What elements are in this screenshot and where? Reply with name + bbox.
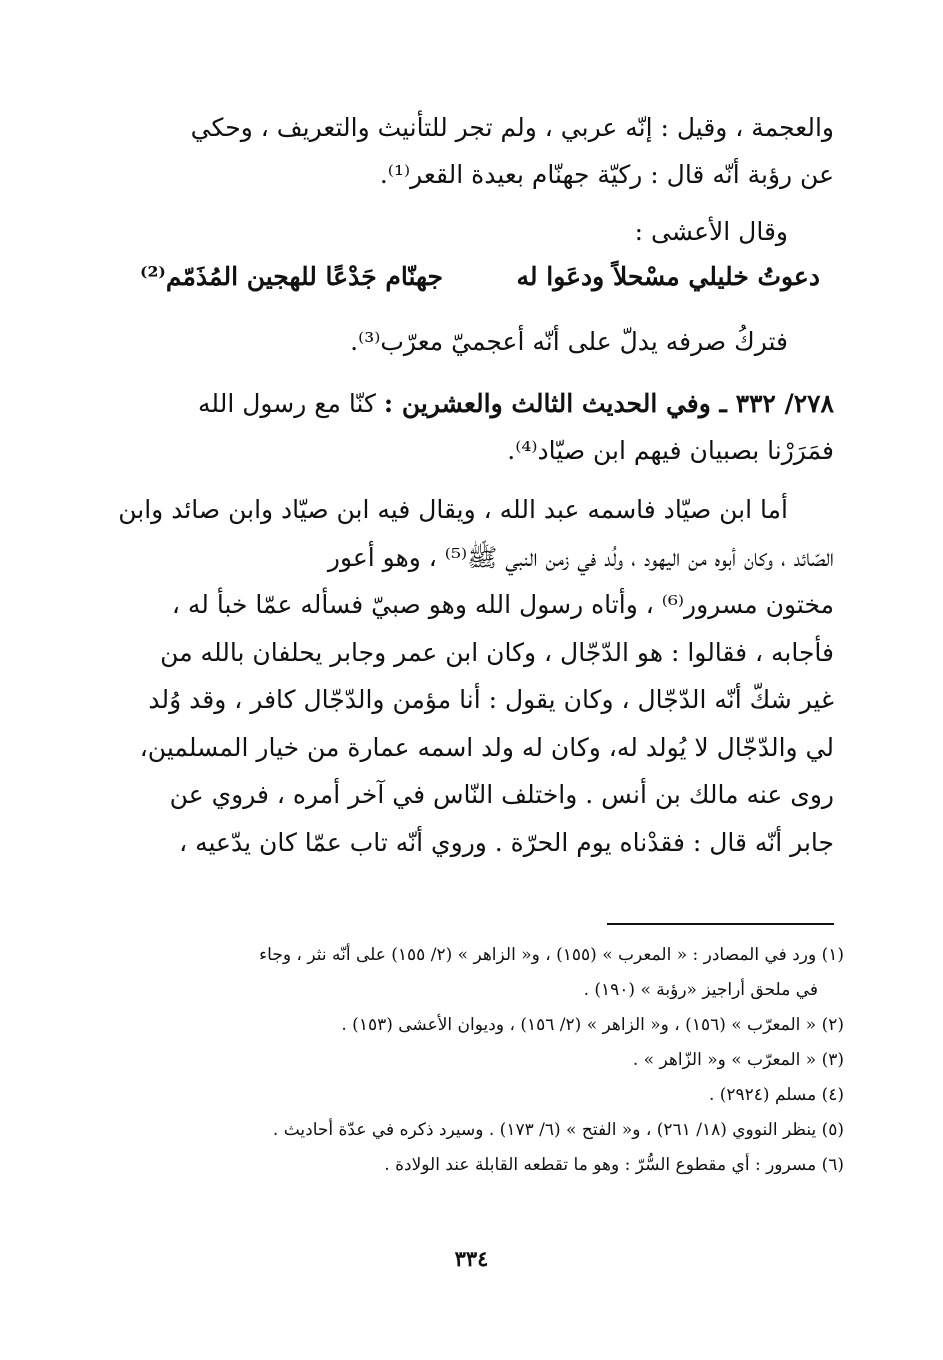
hadith-entry [110, 380, 834, 474]
text-line: فأجابه ، فقالوا : هو الدّجّال ، وكان ابن عمر وجابر يحلفان بالله من [160, 637, 834, 667]
text-line: الصّائد ، وكان أبوه من اليهود ، ولُد في زمن النبي ﷺ⁽⁵⁾ ، وهو أعور [327, 542, 834, 572]
text-line: غير شكّ أنّه الدّجّال ، وكان يقول : أنا مؤمن والدّجّال كافر ، وقد وُلد [148, 685, 834, 714]
verse-intro [110, 208, 834, 255]
footnotes [110, 938, 844, 1183]
footnote: (٤) مسلم (٢٩٢٤) . [708, 1085, 844, 1105]
intro-paragraph [110, 104, 834, 198]
footnote: (١) ورد في المصادر : « المعرب » (١٥٥) ، و« الزاهر » (٢/ ١٥٥) على أنّه نثر ، وجاء [259, 945, 844, 965]
text-line: لي والدّجّال لا يُولد له، وكان له ولد اسمه عمارة من خيار المسلمين، [139, 732, 834, 762]
text-line: والعجمة ، وقيل : إنّه عربي ، ولم تجر للتأنيث والتعريف ، وحكي [190, 113, 834, 142]
hadith-number-heading: ٢٧٨/ ٣٣٢ ـ وفي الحديث الثالث والعشرين : [383, 389, 834, 418]
footnote: (٣) « المعرّب » و« الزّاهر » . [632, 1050, 844, 1070]
verse-hemistich-1: دعوتُ خليلي مسْحلاً ودعَوا له [516, 262, 820, 291]
footnote-separator [607, 923, 834, 925]
text-line: روى عنه مالك بن أنس . واختلف النّاس في آخر أمره ، فروي عن [169, 780, 834, 809]
text-line: أما ابن صيّاد فاسمه عبد الله ، ويقال فيه ابن صيّاد وابن صائد وابن [118, 495, 788, 524]
text-line: مختون مسرور⁽⁶⁾ ، وأتاه رسول الله وهو صبيّ فسأله عمّا خبأ له ، [171, 590, 834, 619]
verse-comment-text: فتركُ صرفه يدلّ على أنّه أعجميّ معرّب⁽³⁾. [350, 327, 788, 356]
verse-comment [110, 318, 834, 365]
commentary-paragraph [110, 486, 834, 866]
text-line: جابر أنّه قال : فقدْناه يوم الحرّة . وروي أنّه تاب عمّا كان يدّعيه ، [179, 827, 834, 857]
footnote-continuation: في ملحق أراجيز «رؤبة » (١٩٠) . [583, 980, 818, 1000]
hadith-line-2: فمَرَرْنا بصبيان فيهم ابن صيّاد⁽⁴⁾. [507, 436, 834, 465]
footnote: (٥) ينظر النووي (١٨/ ٢٦١) ، و« الفتح » (٦/ ١٧٣) . وسيرد ذكره في عدّة أحاديث . [272, 1120, 844, 1140]
hadith-line-1 [110, 380, 834, 427]
footnote: (٢) « المعرّب » (١٥٦) ، و« الزاهر » (٢/ ١٥٦) ، وديوان الأعشى (١٥٣) . [341, 1015, 844, 1035]
verse-hemistich-2: جهنّام جَدْعًا للهجين المُذَمّم⁽²⁾ [140, 262, 443, 291]
poetry-verse [140, 262, 820, 291]
hadith-text-start: كنّا مع رسول الله [198, 389, 376, 418]
text-line: عن رؤبة أنّه قال : ركيّة جهنّام بعيدة القعر⁽¹⁾. [379, 160, 834, 189]
footnote: (٦) مسرور : أي مقطوع السُّرّ : وهو ما تقطعه القابلة عند الولادة . [384, 1155, 844, 1175]
page-number: ٣٣٤ [454, 1246, 489, 1271]
verse-intro-text: وقال الأعشى : [634, 217, 788, 246]
